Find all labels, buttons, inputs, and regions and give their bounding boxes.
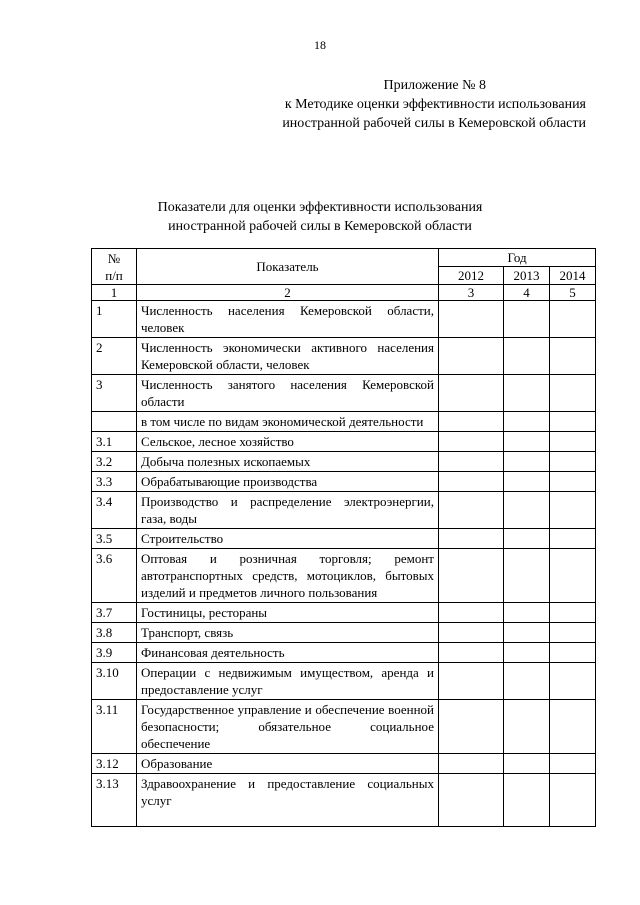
table-row xyxy=(92,623,596,643)
table-row xyxy=(92,663,596,700)
year-value-cell xyxy=(439,754,504,774)
table-row xyxy=(92,452,596,472)
row-number: 3.7 xyxy=(92,603,137,623)
table-title-line: Показатели для оценки эффективности использования xyxy=(157,200,483,215)
row-number: 3.11 xyxy=(92,700,137,754)
year-value-cell xyxy=(439,603,504,623)
row-number: 3 xyxy=(92,375,137,412)
year-value-cell xyxy=(439,492,504,529)
table-title xyxy=(0,198,640,236)
year-value-cell xyxy=(439,643,504,663)
appendix-header xyxy=(282,76,586,133)
row-number: 3.1 xyxy=(92,432,137,452)
row-indicator: Государственное управление и обеспечение военной безопасности; обязательное социальное обеспечение xyxy=(137,700,439,754)
table-row xyxy=(92,472,596,492)
appendix-number: Приложение № 8 xyxy=(383,78,486,93)
year-value-cell xyxy=(550,663,596,700)
column-number: 2 xyxy=(137,285,439,301)
year-value-cell xyxy=(439,700,504,754)
year-value-cell xyxy=(439,338,504,375)
year-value-cell xyxy=(550,623,596,643)
year-value-cell xyxy=(550,643,596,663)
year-value-cell xyxy=(550,549,596,603)
year-value-cell xyxy=(504,452,550,472)
table-row xyxy=(92,375,596,412)
year-value-cell xyxy=(550,375,596,412)
table-row xyxy=(92,338,596,375)
indicators-table xyxy=(91,248,596,827)
row-indicator: Добыча полезных ископаемых xyxy=(137,452,439,472)
year-header-2012: 2012 xyxy=(439,267,504,285)
row-indicator: Оптовая и розничная торговля; ремонт автотранспортных средств, мотоциклов, бытовых изделий и предметов личного пользования xyxy=(137,549,439,603)
table-row xyxy=(92,492,596,529)
year-value-cell xyxy=(504,492,550,529)
year-value-cell xyxy=(550,774,596,827)
row-indicator: Обрабатывающие производства xyxy=(137,472,439,492)
year-value-cell xyxy=(550,754,596,774)
year-value-cell xyxy=(550,338,596,375)
appendix-reference-line: иностранной рабочей силы в Кемеровской области xyxy=(282,116,586,131)
year-value-cell xyxy=(439,432,504,452)
row-number: 3.5 xyxy=(92,529,137,549)
row-indicator: Образование xyxy=(137,754,439,774)
year-value-cell xyxy=(504,643,550,663)
year-value-cell xyxy=(504,603,550,623)
year-header-2014: 2014 xyxy=(550,267,596,285)
table-row xyxy=(92,549,596,603)
row-indicator: Финансовая деятельность xyxy=(137,643,439,663)
table-row xyxy=(92,412,596,432)
row-number: 3.12 xyxy=(92,754,137,774)
year-value-cell xyxy=(439,472,504,492)
table-row xyxy=(92,432,596,452)
year-value-cell xyxy=(550,472,596,492)
year-value-cell xyxy=(504,754,550,774)
year-value-cell xyxy=(504,663,550,700)
column-number: 3 xyxy=(439,285,504,301)
year-value-cell xyxy=(550,603,596,623)
row-number: 3.10 xyxy=(92,663,137,700)
table-body xyxy=(92,301,596,827)
year-value-cell xyxy=(550,301,596,338)
year-value-cell xyxy=(550,492,596,529)
year-header-2013: 2013 xyxy=(504,267,550,285)
year-value-cell xyxy=(439,549,504,603)
year-value-cell xyxy=(504,472,550,492)
year-value-cell xyxy=(439,412,504,432)
row-indicator: Численность населения Кемеровской области, человек xyxy=(137,301,439,338)
row-number: 3.4 xyxy=(92,492,137,529)
page-number: 18 xyxy=(314,38,326,52)
appendix-reference-line: к Методике оценки эффективности использования xyxy=(284,97,586,112)
row-number: 3.8 xyxy=(92,623,137,643)
year-value-cell xyxy=(439,452,504,472)
year-value-cell xyxy=(439,375,504,412)
year-value-cell xyxy=(550,452,596,472)
year-value-cell xyxy=(504,301,550,338)
year-value-cell xyxy=(504,375,550,412)
year-value-cell xyxy=(439,774,504,827)
year-value-cell xyxy=(504,623,550,643)
year-value-cell xyxy=(504,338,550,375)
row-indicator: Операции с недвижимым имуществом, аренда и предоставление услуг xyxy=(137,663,439,700)
year-value-cell xyxy=(504,549,550,603)
year-value-cell xyxy=(504,432,550,452)
row-number: 3.9 xyxy=(92,643,137,663)
table-row xyxy=(92,643,596,663)
row-number: 3.13 xyxy=(92,774,137,827)
year-value-cell xyxy=(504,412,550,432)
table-row xyxy=(92,700,596,754)
column-number: 5 xyxy=(550,285,596,301)
year-value-cell xyxy=(439,623,504,643)
table-row xyxy=(92,754,596,774)
table-row xyxy=(92,603,596,623)
row-number xyxy=(92,412,137,432)
table-row xyxy=(92,529,596,549)
year-value-cell xyxy=(439,663,504,700)
row-number: 3.3 xyxy=(92,472,137,492)
column-number: 1 xyxy=(92,285,137,301)
table-row xyxy=(92,774,596,827)
row-indicator: Сельское, лесное хозяйство xyxy=(137,432,439,452)
row-indicator: Здравоохранение и предоставление социальных услуг xyxy=(137,774,439,827)
year-value-cell xyxy=(504,700,550,754)
table-row xyxy=(92,301,596,338)
number-column-header: № п/п xyxy=(92,249,137,285)
year-value-cell xyxy=(550,529,596,549)
row-indicator: Гостиницы, рестораны xyxy=(137,603,439,623)
year-value-cell xyxy=(439,301,504,338)
table-header-row xyxy=(92,249,596,267)
year-value-cell xyxy=(550,700,596,754)
indicator-column-header: Показатель xyxy=(137,249,439,285)
row-indicator: Транспорт, связь xyxy=(137,623,439,643)
table-title-line: иностранной рабочей силы в Кемеровской области xyxy=(168,219,472,234)
row-number: 3.6 xyxy=(92,549,137,603)
year-value-cell xyxy=(550,412,596,432)
year-group-header: Год xyxy=(439,249,596,267)
column-number: 4 xyxy=(504,285,550,301)
row-number: 1 xyxy=(92,301,137,338)
row-number: 3.2 xyxy=(92,452,137,472)
row-indicator: Численность занятого населения Кемеровской области xyxy=(137,375,439,412)
row-number: 2 xyxy=(92,338,137,375)
year-value-cell xyxy=(439,529,504,549)
year-value-cell xyxy=(550,432,596,452)
year-value-cell xyxy=(504,529,550,549)
row-indicator: Строительство xyxy=(137,529,439,549)
row-indicator: в том числе по видам экономической деятельности xyxy=(137,412,439,432)
year-value-cell xyxy=(504,774,550,827)
column-number-row xyxy=(92,285,596,301)
row-indicator: Производство и распределение электроэнергии, газа, воды xyxy=(137,492,439,529)
row-indicator: Численность экономически активного населения Кемеровской области, человек xyxy=(137,338,439,375)
